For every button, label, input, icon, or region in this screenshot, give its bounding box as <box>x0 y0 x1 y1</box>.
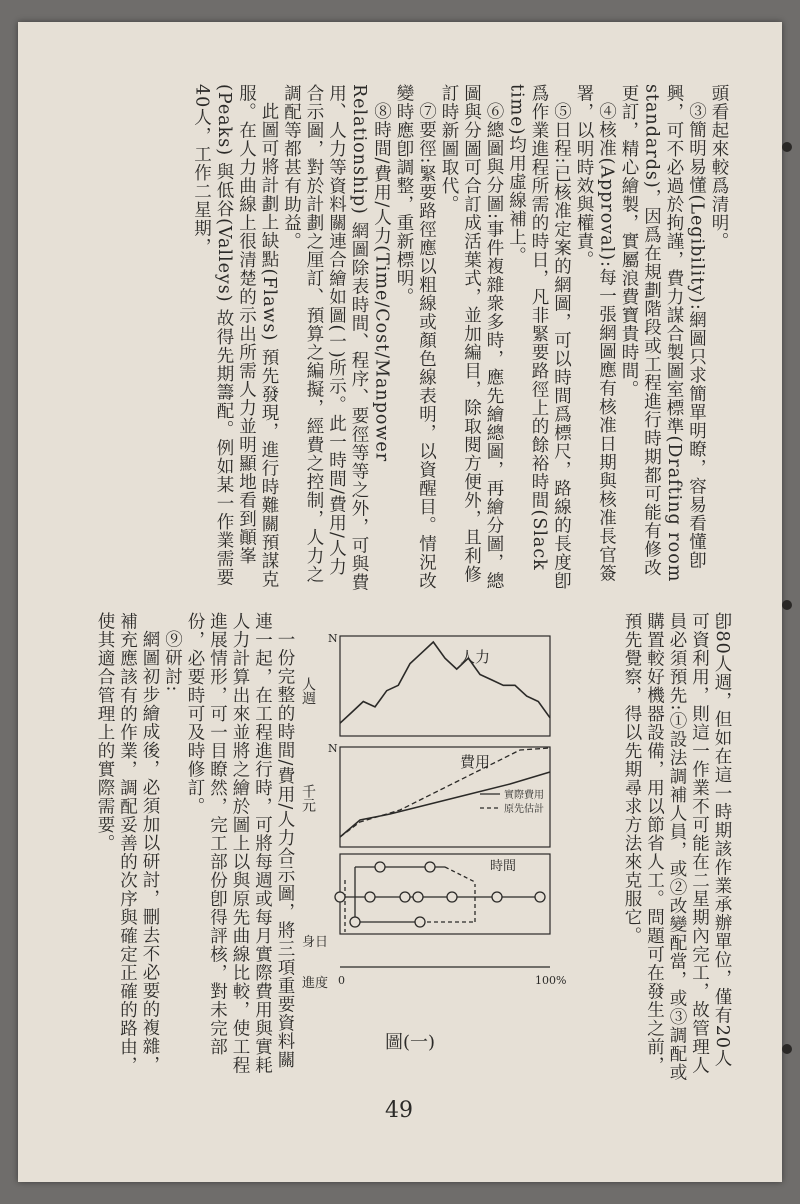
paragraph: ④核准(Approval):每一張網圖應有核准日期與核准長官簽署，以明時效與權責。 <box>574 84 617 582</box>
binding-hole <box>782 600 792 610</box>
paragraph: 網圖初步繪成後，必須加以研討，刪去不必要的複雜，補充應該有的作業，調配妥善的次序與確定正確的路由，使其適合管理上的實際需要。 <box>95 612 160 1075</box>
page-number: 49 <box>385 1098 413 1123</box>
top-text-block <box>66 84 730 594</box>
paragraph: 卽80人週，但如在這一時期該作業承辦單位，僅有20人可資利用，則這一作業不可能在二星期內完工，故管理人員必須預先:①設法調補人員，或②改變配當，或③調配或購置較好機器設備，用以節省人工。問題可在發生之前，預先覺察，得以先期尋求方法來克服它。 <box>622 612 732 1082</box>
binding-hole <box>782 1044 792 1054</box>
time-series-label: 時間 <box>490 859 517 874</box>
figure-caption: 圖(一) <box>385 1032 436 1053</box>
paragraph: ⑦要徑:緊要路徑應以粗線或顏色線表明，以資醒目。情況改變時應卽調整，重新標明。 <box>394 84 437 590</box>
paragraph: ⑤日程:已核准定案的網圖，可以時間爲標尺，路線的長度卽爲作業進程所需的時日，凡非緊要路徑上的餘裕時間(Slack time)均用虛線補上。 <box>506 84 572 590</box>
cost-series-label: 費用 <box>460 753 491 771</box>
figure-svg <box>300 622 568 1052</box>
paragraph: ⑥總圖與分圖:事件複雜衆多時，應先繪總圖，再繪分圖，總圖與分圖可合訂成活葉式，並加編目，除取閱方便外，且利修訂時新圖取代。 <box>439 84 504 590</box>
x-axis-end: 100% <box>535 974 567 987</box>
binding-hole <box>782 142 792 152</box>
paragraph: ⑧時間/費用/人力(Time/Cost/Manpower Relationship) 網圖除表時間、程序、要徑等等之外，可與費用、人力等資料關連合繪如圖(一)所示。此一時間/費用/人力合示圖，對於計劃之厘訂、預算之編擬，經費之控制，人力之調配等都甚有助益。 <box>281 84 392 592</box>
manpower-panel-frame <box>340 636 550 736</box>
manpower-series-label: 人力 <box>460 648 491 666</box>
event-node <box>365 892 375 902</box>
event-node <box>375 862 385 872</box>
event-node <box>350 917 360 927</box>
paragraph: ⑨研討: <box>162 629 183 692</box>
event-node <box>335 892 345 902</box>
event-node <box>413 892 423 902</box>
paragraph: 此圖可將計劃上缺點(Flaws) 預先發現，進行時難關預謀克服。在人力曲線上很清楚的示出所需人力並明顯地看到顚峯(Peaks) 與低谷(Valleys) 故得先期籌配。例如某一作業需要40人，工作二星期， <box>191 84 279 588</box>
time-cost-manpower-figure <box>300 622 568 1052</box>
event-node <box>535 892 545 902</box>
event-node <box>447 892 457 902</box>
legend-estimate-label: 原先估計 <box>504 804 544 815</box>
left-text-block <box>72 612 296 1082</box>
panel2-axis-top: N <box>328 742 338 755</box>
panel3-side-label: 身日 <box>302 935 329 950</box>
right-text-block <box>569 612 733 1082</box>
panel1-axis-top: N <box>328 632 338 645</box>
event-node <box>400 892 410 902</box>
x-axis-start: 0 <box>338 974 345 987</box>
event-node <box>492 892 502 902</box>
legend-actual-label: 實際費用 <box>504 790 544 801</box>
event-node <box>415 917 425 927</box>
panel2-y-label: 千元 <box>300 784 316 812</box>
paragraph: 一份完整的時間/費用/人力合示圖，將三項重要資料關連一起，在工程進行時，可將每週或每月實際費用與實耗人力計算出來並將之繪於圖上以與原先曲線比較，使工程進展情形，可一目瞭然，完工部份卽得評核，對未完部份，必要時可及時修訂。 <box>185 612 295 1075</box>
paragraph: ③簡明易懂(Legibility):網圖只求簡單明瞭，容易看懂卽興，可不必過於拘謹，費力謀合製圖室標準(Drafting room standards)，因爲在規劃階段或工程進行時期都可能有修改更訂，精心繪製，實屬浪費寶貴時間。 <box>619 84 707 583</box>
x-axis-label: 進度 <box>302 976 329 991</box>
event-node <box>425 862 435 872</box>
paragraph: 頭看起來較爲清明。 <box>709 84 729 251</box>
manpower-curve <box>340 642 550 723</box>
panel1-y-label: 人週 <box>300 677 316 705</box>
